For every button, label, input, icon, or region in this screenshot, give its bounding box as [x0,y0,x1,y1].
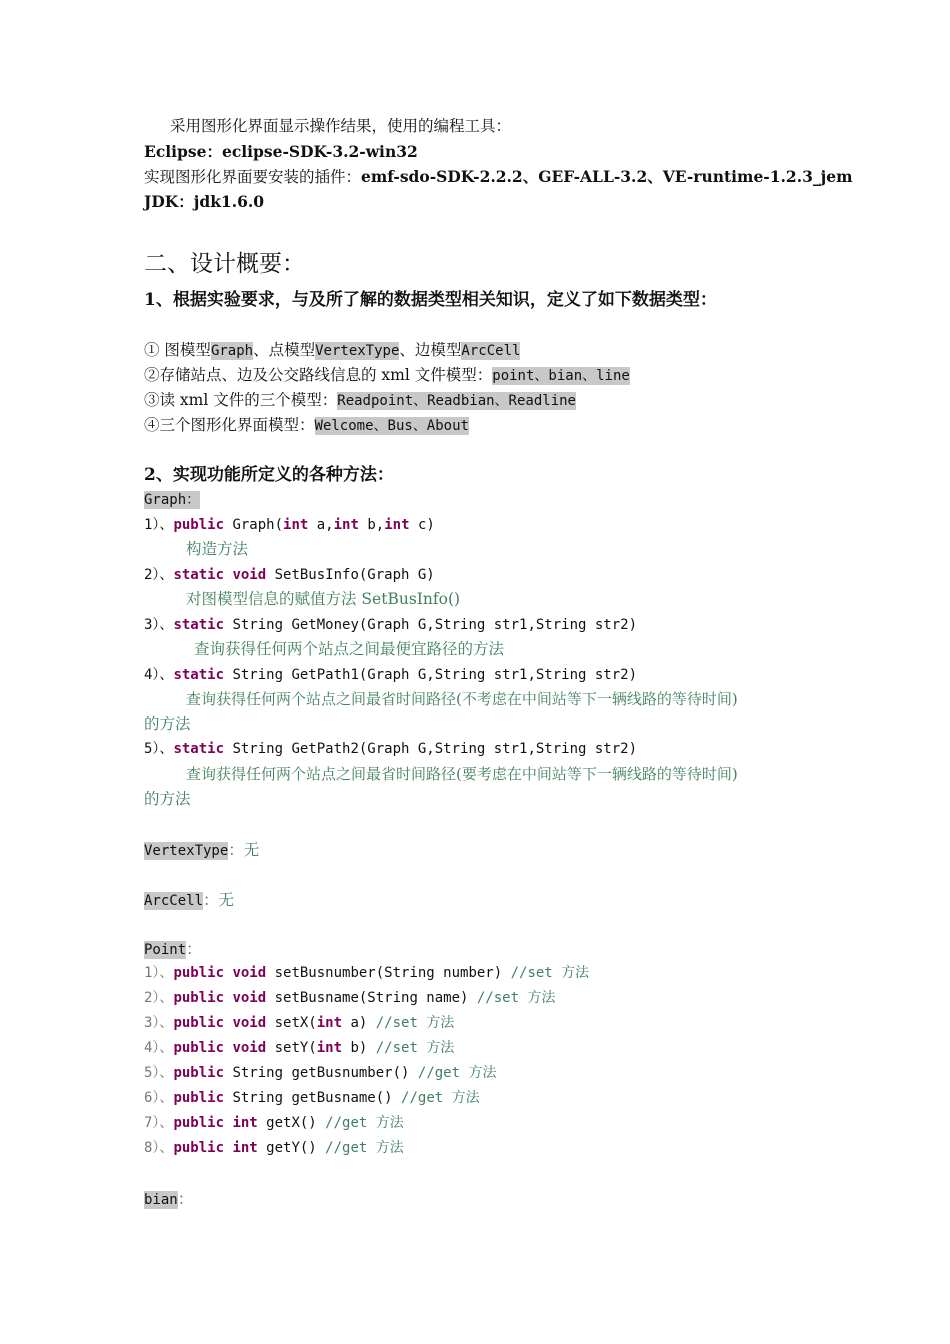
method-comment: //set 方法 [375,1015,455,1031]
subheading-1: 1、根据实验要求，与及所了解的数据类型相关知识，定义了如下数据类型： [144,290,717,310]
method-num: 1）、 [144,517,174,533]
method-signature: String GetPath1(Graph G,String str1,String str2) [224,667,638,683]
method-comment: //get 方法 [401,1090,480,1106]
param: c) [409,517,435,533]
method-keyword: public [173,1090,225,1106]
type-line-1 [144,343,520,359]
method-keyword: public void [173,1040,267,1056]
method-comment: //set 方法 [375,1040,455,1056]
method-keyword: public void [173,965,267,981]
method-signature: String GetPath2(Graph G,String str1,String str2) [224,741,638,757]
jdk-label: JDK： [144,192,194,211]
graph-method-2 [144,568,435,582]
method-num: 3）、 [144,1015,174,1031]
method-comment: //get 方法 [325,1140,404,1156]
param: a, [308,517,334,533]
method-keyword: public void [173,990,267,1006]
bian-line [144,1191,193,1208]
section-title: 二、设计概要： [144,251,305,277]
method-keyword: public [173,517,225,533]
method-keyword: public [173,1065,225,1081]
graph-label-text: Graph： [144,492,201,508]
method-signature: SetBusInfo(Graph G) [266,567,435,583]
point-line [144,941,202,958]
method-signature: a) [342,1015,376,1031]
type-code: Welcome、Bus、About [314,418,469,434]
subheading-2: 2、实现功能所定义的各种方法： [144,465,394,485]
method-signature: getY() [257,1140,326,1156]
type-graph: Graph [210,343,254,359]
method-desc: 查询获得任何两个站点之间最省时间路径(要考虑在中间站等下一辆线路的等待时间) [186,765,738,783]
vertextype-line [144,842,259,859]
method-signature: Graph( [224,517,284,533]
bian-label: bian [144,1192,178,1208]
point-method [144,1116,404,1130]
method-keyword: static [173,667,225,683]
point-method [144,1066,496,1080]
method-num: 7）、 [144,1115,174,1131]
vertextype-label: VertexType [144,843,229,859]
vertextype-value: ：无 [228,841,260,859]
method-keyword: static void [173,567,267,583]
arccell-line [144,892,234,909]
method-signature: setX( [266,1015,317,1031]
method-num: 4）、 [144,667,174,683]
param-type: int [316,1015,343,1031]
point-method [144,991,555,1005]
graph-method-1 [144,518,435,532]
method-comment: //set 方法 [510,965,590,981]
method-comment: //get 方法 [417,1065,497,1081]
point-method [144,1091,480,1105]
param: b, [358,517,385,533]
method-keyword: public void [173,1015,267,1031]
type-line-3 [144,393,576,409]
method-keyword: public int [173,1140,258,1156]
method-signature: getX() [257,1115,326,1131]
bian-colon: ： [177,1190,194,1208]
type-vertex: VertexType [315,343,400,359]
method-desc: 查询获得任何两个站点之间最便宜路径的方法 [194,640,505,658]
type-sep: 、点模型 [253,341,316,359]
method-signature: b) [342,1040,376,1056]
method-num: 6）、 [144,1090,174,1106]
plugins-value: emf-sdo-SDK-2.2.2、GEF-ALL-3.2、VE-runtime-1.2.3_jem [361,167,853,186]
type-prefix: ③读 xml 文件的三个模型： [144,391,338,409]
method-desc: 查询获得任何两个站点之间最省时间路径(不考虑在中间站等下一辆线路的等待时间) [186,690,738,708]
eclipse-value: eclipse-SDK-3.2-win32 [221,142,418,161]
graph-method-5 [144,742,637,756]
type-prefix: ④三个图形化界面模型： [144,416,315,434]
intro-line: 采用图形化界面显示操作结果，使用的编程工具： [170,117,512,135]
method-signature: setBusname(String name) [266,990,477,1006]
method-num: 1）、 [144,965,174,981]
jdk-value: jdk1.6.0 [193,192,265,211]
point-method [144,1041,454,1055]
eclipse-label: Eclipse： [144,142,222,161]
point-method [144,1016,454,1030]
method-signature: setY( [266,1040,317,1056]
method-desc-cont: 的方法 [144,715,191,733]
method-comment: //set 方法 [476,990,556,1006]
type-prefix: ① 图模型 [144,341,211,359]
method-num: 2）、 [144,990,174,1006]
graph-method-3 [144,618,637,632]
param-type: int [384,517,410,533]
method-num: 8）、 [144,1140,174,1156]
method-signature: String GetMoney(Graph G,String str1,String str2) [224,617,638,633]
type-code: point、bian、line [492,368,630,384]
graph-label [144,493,200,507]
plugins-line [144,169,853,186]
method-desc-cont: 的方法 [144,790,191,808]
graph-method-4 [144,668,637,682]
type-prefix: ②存储站点、边及公交路线信息的 xml 文件模型： [144,366,493,384]
point-method [144,966,589,980]
method-comment: //get 方法 [325,1115,404,1131]
param-type: int [333,517,359,533]
param-type: int [283,517,309,533]
param-type: int [316,1040,343,1056]
type-line-2 [144,368,630,384]
method-num: 5）、 [144,741,174,757]
arccell-label: ArcCell [144,893,204,909]
method-desc: 构造方法 [186,540,249,558]
method-keyword: static [173,617,225,633]
jdk-line [144,194,264,211]
arccell-value: ：无 [203,891,235,909]
point-method [144,1141,404,1155]
type-sep: 、边模型 [399,341,462,359]
method-num: 2）、 [144,567,174,583]
method-signature: setBusnumber(String number) [266,965,511,981]
point-colon: ： [186,940,202,958]
method-signature: String getBusname() [224,1090,402,1106]
eclipse-line [144,144,418,161]
method-desc: 对图模型信息的赋值方法 SetBusInfo() [186,590,461,608]
type-arccell: ArcCell [461,343,521,359]
type-code: Readpoint、Readbian、Readline [337,393,576,409]
method-signature: String getBusnumber() [224,1065,418,1081]
point-label: Point [144,942,187,958]
method-keyword: public int [173,1115,258,1131]
type-line-4 [144,418,469,434]
method-num: 4）、 [144,1040,174,1056]
method-num: 3）、 [144,617,174,633]
method-keyword: static [173,741,225,757]
method-num: 5）、 [144,1065,174,1081]
plugins-label: 实现图形化界面要安装的插件： [144,168,362,186]
